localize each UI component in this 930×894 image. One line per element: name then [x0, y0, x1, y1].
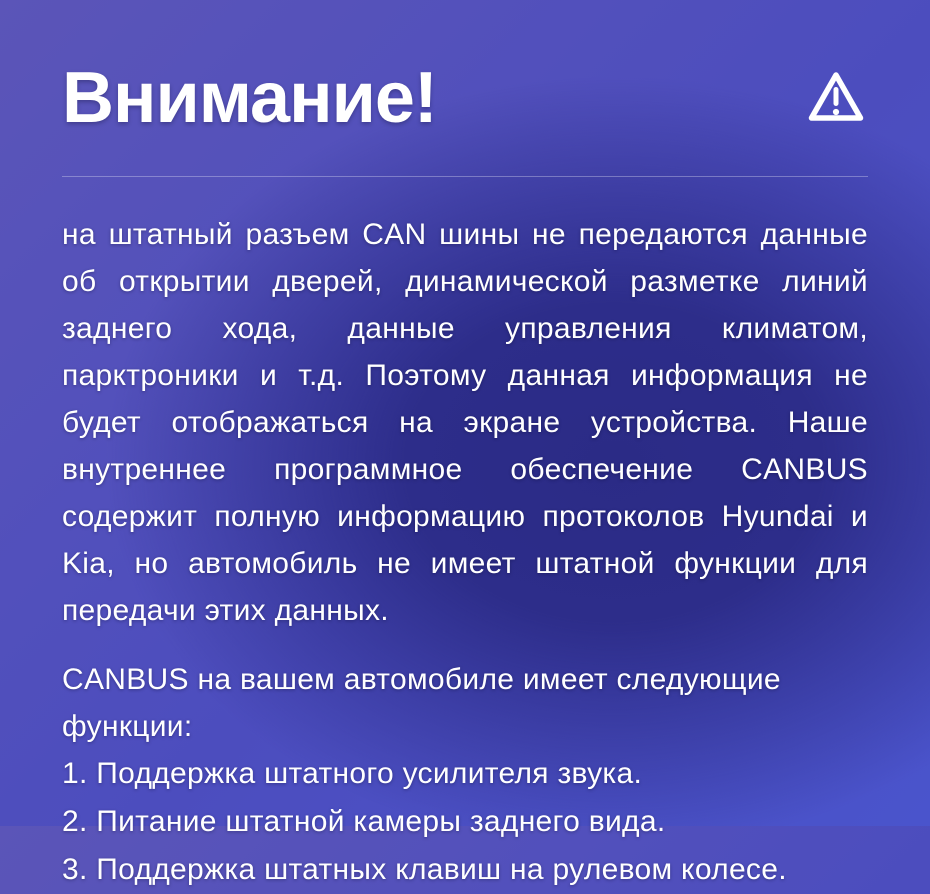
functions-list: [62, 750, 868, 894]
function-list-item: 1. Поддержка штатного усилителя звука.: [62, 757, 643, 790]
function-list-item: 2. Питание штатной камеры заднего вида.: [62, 805, 666, 838]
header: [62, 58, 868, 138]
content: [62, 211, 868, 894]
warning-triangle-icon: [806, 69, 866, 127]
divider: [62, 176, 868, 177]
canbus-functions-intro: CANBUS на вашем автомобиле имеет следующие функции:: [62, 663, 781, 743]
function-list-item: 3. Поддержка штатных клавиш на рулевом колесе.: [62, 853, 787, 886]
page-title: Внимание!: [62, 58, 437, 138]
canbus-info-paragraph: на штатный разъем CAN шины не передаются данные об открытии дверей, динамической разметке линий заднего хода, данные управления климатом, парктроники и т.д. Поэтому данная информация не будет отображаться на экране устройства. Наше внутреннее программное обеспечение CANBUS содержит полную информацию протоколов Hyundai и Kia, но автомобиль не имеет штатной функции для передачи этих данных.: [62, 218, 868, 627]
